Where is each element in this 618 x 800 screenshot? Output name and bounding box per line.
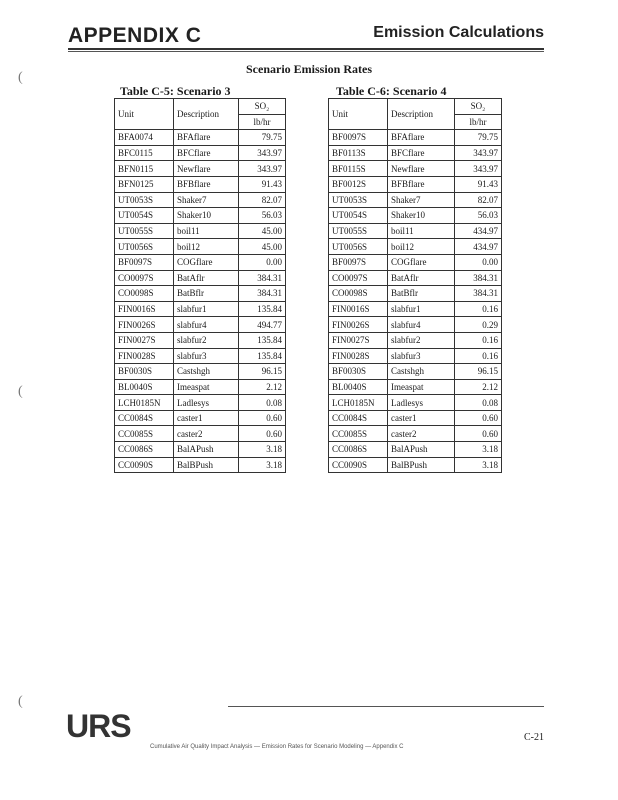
unit-cell: BF0030S <box>329 364 388 380</box>
table-row <box>115 410 286 426</box>
description-cell: Shaker10 <box>174 208 239 224</box>
description-cell: BFCflare <box>174 145 239 161</box>
so2-value-cell: 0.60 <box>239 410 286 426</box>
description-cell: BalBPush <box>388 457 455 473</box>
unit-cell: CC0085S <box>329 426 388 442</box>
so2-value-cell: 82.07 <box>455 192 502 208</box>
description-cell: caster1 <box>174 410 239 426</box>
unit-cell: FIN0016S <box>115 301 174 317</box>
unit-cell: LCH0185N <box>115 395 174 411</box>
unit-cell: FIN0016S <box>329 301 388 317</box>
so2-value-cell: 0.08 <box>239 395 286 411</box>
so2-value-cell: 384.31 <box>455 270 502 286</box>
so2-value-cell: 494.77 <box>239 317 286 333</box>
so2-value-cell: 135.84 <box>239 348 286 364</box>
description-cell: Imeaspat <box>174 379 239 395</box>
table-row <box>329 192 502 208</box>
page-number: C-21 <box>524 732 544 743</box>
description-cell: Castshgh <box>174 364 239 380</box>
description-cell: slabfur1 <box>174 301 239 317</box>
table-row <box>329 176 502 192</box>
table-row <box>115 426 286 442</box>
table-row <box>115 223 286 239</box>
description-cell: caster2 <box>388 426 455 442</box>
unit-cell: CC0084S <box>329 410 388 426</box>
so2-value-cell: 135.84 <box>239 332 286 348</box>
description-cell: slabfur2 <box>388 332 455 348</box>
description-cell: BalBPush <box>174 457 239 473</box>
table-row <box>329 254 502 270</box>
table-row <box>115 208 286 224</box>
so2-value-cell: 0.29 <box>455 317 502 333</box>
table-row <box>329 270 502 286</box>
table-row <box>115 364 286 380</box>
unit-cell: CC0086S <box>115 442 174 458</box>
table-row <box>329 332 502 348</box>
so2-value-cell: 0.08 <box>455 395 502 411</box>
table-row <box>329 395 502 411</box>
unit-cell: CC0085S <box>115 426 174 442</box>
description-cell: BatAflr <box>388 270 455 286</box>
footer-text: Cumulative Air Quality Impact Analysis — Emission Rates for Scenario Modeling — Appendix C <box>150 744 404 750</box>
description-cell: BFAflare <box>388 130 455 146</box>
table-row <box>329 348 502 364</box>
unit-cell: BL0040S <box>115 379 174 395</box>
description-cell: boil12 <box>174 239 239 255</box>
description-cell: slabfur3 <box>388 348 455 364</box>
table-row <box>115 192 286 208</box>
unit-cell: FIN0026S <box>115 317 174 333</box>
description-cell: caster1 <box>388 410 455 426</box>
unit-cell: CC0090S <box>115 457 174 473</box>
unit-cell: CC0090S <box>329 457 388 473</box>
unit-cell: CO0098S <box>329 286 388 302</box>
unit-cell: UT0054S <box>329 208 388 224</box>
description-cell: caster2 <box>174 426 239 442</box>
so2-value-cell: 0.60 <box>455 410 502 426</box>
description-cell: boil12 <box>388 239 455 255</box>
so2-value-cell: 343.97 <box>455 161 502 177</box>
so2-value-cell: 384.31 <box>455 286 502 302</box>
table-row <box>329 145 502 161</box>
so2-value-cell: 96.15 <box>455 364 502 380</box>
description-cell: BalAPush <box>174 442 239 458</box>
description-cell: slabfur3 <box>174 348 239 364</box>
table-row <box>329 286 502 302</box>
column-header-units: lb/hr <box>455 114 502 130</box>
table-row <box>115 332 286 348</box>
table-row <box>115 395 286 411</box>
unit-cell: UT0054S <box>115 208 174 224</box>
table-row <box>329 161 502 177</box>
description-cell: BatAflr <box>174 270 239 286</box>
so2-value-cell: 45.00 <box>239 239 286 255</box>
description-cell: slabfur2 <box>174 332 239 348</box>
description-cell: Shaker7 <box>388 192 455 208</box>
unit-cell: BF0097S <box>329 130 388 146</box>
table-row <box>115 379 286 395</box>
unit-cell: FIN0028S <box>115 348 174 364</box>
description-cell: Newflare <box>174 161 239 177</box>
description-cell: Shaker10 <box>388 208 455 224</box>
urs-logo: URS <box>66 708 131 744</box>
unit-cell: UT0056S <box>115 239 174 255</box>
unit-cell: UT0053S <box>115 192 174 208</box>
description-cell: BFBflare <box>174 176 239 192</box>
unit-cell: UT0055S <box>329 223 388 239</box>
column-header-units: lb/hr <box>239 114 286 130</box>
column-header-unit: Unit <box>329 99 388 130</box>
unit-cell: FIN0027S <box>115 332 174 348</box>
so2-value-cell: 0.60 <box>455 426 502 442</box>
unit-cell: BF0113S <box>329 145 388 161</box>
so2-value-cell: 0.00 <box>239 254 286 270</box>
so2-value-cell: 2.12 <box>239 379 286 395</box>
description-cell: BalAPush <box>388 442 455 458</box>
unit-cell: CO0098S <box>115 286 174 302</box>
so2-value-cell: 343.97 <box>239 145 286 161</box>
unit-cell: FIN0027S <box>329 332 388 348</box>
unit-cell: BFN0115 <box>115 161 174 177</box>
unit-cell: LCH0185N <box>329 395 388 411</box>
table-row <box>115 442 286 458</box>
description-cell: Newflare <box>388 161 455 177</box>
page-title: Scenario Emission Rates <box>246 62 372 76</box>
table-row <box>115 348 286 364</box>
table-row <box>329 364 502 380</box>
description-cell: BFAflare <box>174 130 239 146</box>
so2-value-cell: 0.60 <box>239 426 286 442</box>
so2-value-cell: 91.43 <box>455 176 502 192</box>
unit-cell: FIN0026S <box>329 317 388 333</box>
description-cell: Ladlesys <box>388 395 455 411</box>
table-row <box>115 176 286 192</box>
so2-value-cell: 0.16 <box>455 348 502 364</box>
table-caption: Table C-6: Scenario 4 <box>336 84 447 98</box>
table-row <box>329 130 502 146</box>
so2-value-cell: 0.16 <box>455 332 502 348</box>
table-row <box>115 130 286 146</box>
unit-cell: CC0084S <box>115 410 174 426</box>
so2-value-cell: 0.16 <box>455 301 502 317</box>
so2-value-cell: 3.18 <box>455 442 502 458</box>
unit-cell: FIN0028S <box>329 348 388 364</box>
so2-value-cell: 384.31 <box>239 286 286 302</box>
description-cell: Castshgh <box>388 364 455 380</box>
description-cell: slabfur4 <box>388 317 455 333</box>
unit-cell: BF0097S <box>115 254 174 270</box>
description-cell: slabfur4 <box>174 317 239 333</box>
footer-rule <box>228 706 544 707</box>
so2-value-cell: 3.18 <box>239 442 286 458</box>
description-cell: BatBflr <box>174 286 239 302</box>
table-row <box>115 270 286 286</box>
so2-value-cell: 343.97 <box>455 145 502 161</box>
so2-value-cell: 0.00 <box>455 254 502 270</box>
table-row <box>115 457 286 473</box>
unit-cell: BF0097S <box>329 254 388 270</box>
so2-value-cell: 135.84 <box>239 301 286 317</box>
table-row <box>329 208 502 224</box>
so2-value-cell: 343.97 <box>239 161 286 177</box>
table-row <box>329 442 502 458</box>
column-header-unit: Unit <box>115 99 174 130</box>
header-rule <box>68 48 544 50</box>
unit-cell: BL0040S <box>329 379 388 395</box>
table-row <box>115 301 286 317</box>
table-row <box>115 239 286 255</box>
table-row <box>329 457 502 473</box>
unit-cell: UT0056S <box>329 239 388 255</box>
description-cell: Imeaspat <box>388 379 455 395</box>
table-row <box>329 426 502 442</box>
table-row <box>115 145 286 161</box>
unit-cell: CO0097S <box>329 270 388 286</box>
unit-cell: BF0030S <box>115 364 174 380</box>
so2-value-cell: 79.75 <box>455 130 502 146</box>
so2-value-cell: 434.97 <box>455 239 502 255</box>
table-row <box>115 254 286 270</box>
table-row <box>115 161 286 177</box>
so2-value-cell: 434.97 <box>455 223 502 239</box>
so2-value-cell: 384.31 <box>239 270 286 286</box>
table-row <box>115 317 286 333</box>
column-header-description: Description <box>174 99 239 130</box>
unit-cell: BF0115S <box>329 161 388 177</box>
binder-hole-mark: ( <box>18 694 23 709</box>
binder-hole-mark: ( <box>18 70 23 85</box>
description-cell: slabfur1 <box>388 301 455 317</box>
table-row <box>115 286 286 302</box>
table-row <box>329 239 502 255</box>
description-cell: BFCflare <box>388 145 455 161</box>
so2-value-cell: 79.75 <box>239 130 286 146</box>
unit-cell: BFC0115 <box>115 145 174 161</box>
table-row <box>329 410 502 426</box>
emission-table-scenario-3 <box>114 98 286 473</box>
description-cell: boil11 <box>174 223 239 239</box>
description-cell: BatBflr <box>388 286 455 302</box>
so2-value-cell: 56.03 <box>455 208 502 224</box>
table-caption: Table C-5: Scenario 3 <box>120 84 231 98</box>
description-cell: Ladlesys <box>174 395 239 411</box>
description-cell: BFBflare <box>388 176 455 192</box>
unit-cell: BFA0074 <box>115 130 174 146</box>
so2-value-cell: 45.00 <box>239 223 286 239</box>
column-header-description: Description <box>388 99 455 130</box>
so2-value-cell: 82.07 <box>239 192 286 208</box>
so2-value-cell: 56.03 <box>239 208 286 224</box>
header-rule-thin <box>68 51 544 52</box>
unit-cell: UT0053S <box>329 192 388 208</box>
table-row <box>329 379 502 395</box>
so2-value-cell: 2.12 <box>455 379 502 395</box>
description-cell: Shaker7 <box>174 192 239 208</box>
binder-hole-mark: ( <box>18 384 23 399</box>
description-cell: COGflare <box>174 254 239 270</box>
so2-value-cell: 3.18 <box>239 457 286 473</box>
table-row <box>329 317 502 333</box>
unit-cell: BF0012S <box>329 176 388 192</box>
section-title: Emission Calculations <box>373 24 544 41</box>
description-cell: COGflare <box>388 254 455 270</box>
unit-cell: BFN0125 <box>115 176 174 192</box>
section-header <box>373 24 544 42</box>
so2-value-cell: 96.15 <box>239 364 286 380</box>
appendix-header: APPENDIX C <box>68 24 202 47</box>
unit-cell: UT0055S <box>115 223 174 239</box>
emission-table-scenario-4 <box>328 98 502 473</box>
unit-cell: CO0097S <box>115 270 174 286</box>
description-cell: boil11 <box>388 223 455 239</box>
column-header-so2: SO₂ <box>455 99 502 115</box>
table-row <box>329 223 502 239</box>
column-header-so2: SO₂ <box>239 99 286 115</box>
so2-value-cell: 3.18 <box>455 457 502 473</box>
unit-cell: CC0086S <box>329 442 388 458</box>
table-row <box>329 301 502 317</box>
so2-value-cell: 91.43 <box>239 176 286 192</box>
